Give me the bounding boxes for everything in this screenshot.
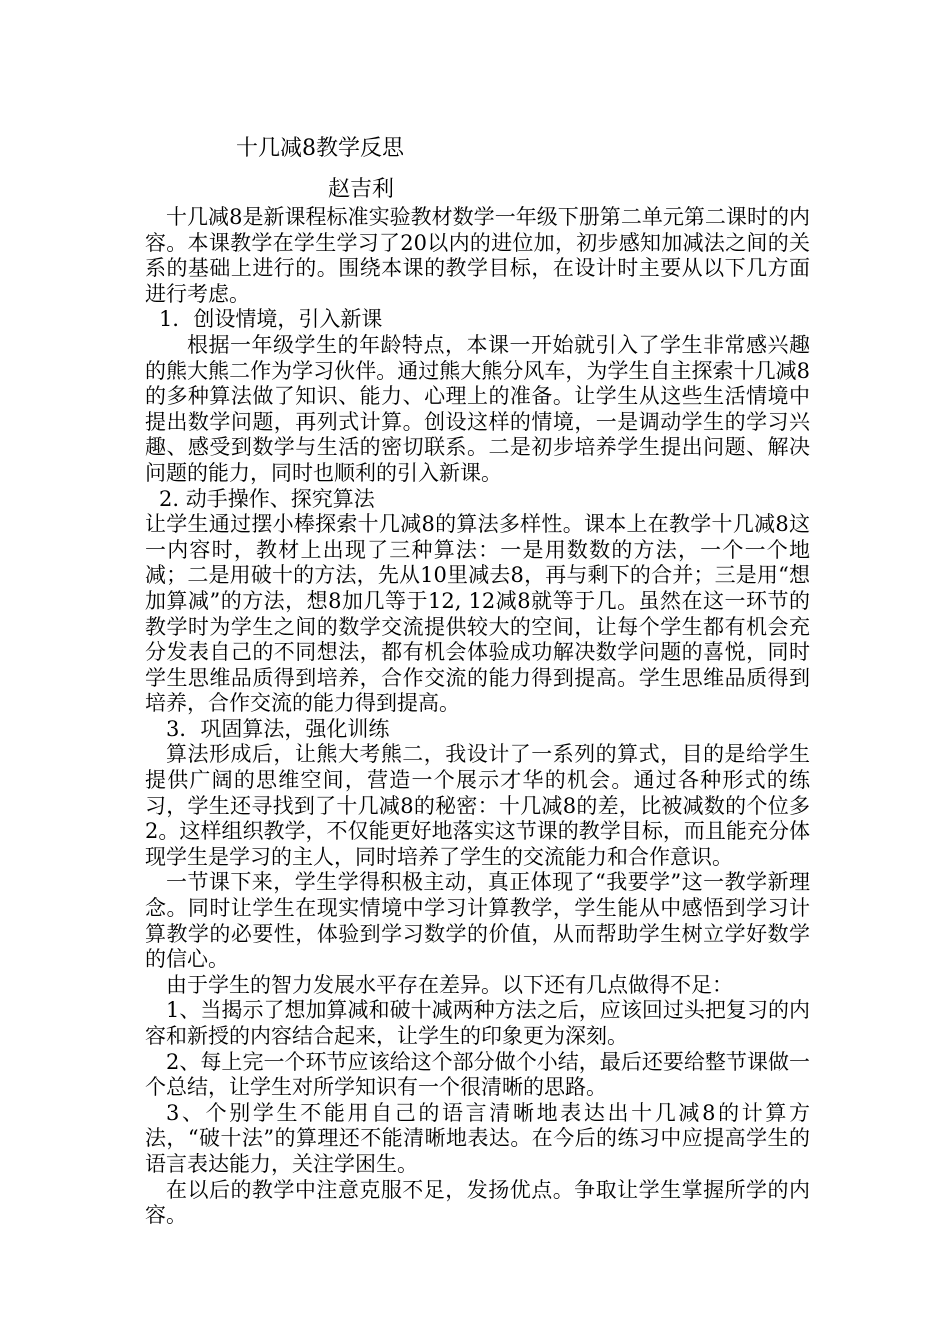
paragraph-section-1: 根据一年级学生的年龄特点，本课一开始就引入了学生非常感兴趣的熊大熊二作为学习伙伴。通过熊大熊分风车，为学生自主探索十几减8的多种算法做了知识、能力、心理上的准备。让学生从这些生活情境中提出数学问题，再列式计算。创设这样的情境，一是调动学生的学习兴趣、感受到数学与生活的密切联系。二是初步培养学生提出问题、解决问题的能力，同时也顺利的引入新课。 xyxy=(145,332,810,485)
paragraph-shortcoming-1: 1、当揭示了想加算减和破十减两种方法之后，应该回过头把复习的内容和新授的内容结合起来，让学生的印象更为深刻。 xyxy=(145,998,810,1048)
paragraph-section-3: 算法形成后，让熊大考熊二，我设计了一系列的算式，目的是给学生提供广阔的思维空间，营造一个展示才华的机会。通过各种形式的练习，学生还寻找到了十几减8的秘密：十几减8的差，比被减数的个位多2。这样组织教学，不仅能更好地落实这节课的教学目标，而且能充分体现学生是学习的主人，同时培养了学生的交流能力和合作意识。 xyxy=(145,742,810,869)
paragraph-shortcoming-3: 3、个别学生不能用自己的语言清晰地表达出十几减8的计算方法，“破十法”的算理还不能清晰地表达。在今后的练习中应提高学生的语言表达能力，关注学困生。 xyxy=(145,1100,810,1176)
paragraph-section-2: 让学生通过摆小棒探索十几减8的算法多样性。课本上在教学十几减8这一内容时，教材上出现了三种算法：一是用数数的方法，一个一个地减；二是用破十的方法，先从10里减去8，再与剩下的合并；三是用“想加算减”的方法，想8加几等于12, 12减8就等于几。虽然在这一环节的教学时为学生之间的数学交流提供较大的空间，让每个学生都有机会充分发表自己的不同想法，都有机会体验成功解决数学问题的喜悦，同时学生思维品质得到培养，合作交流的能力得到提高。学生思维品质得到培养，合作交流的能力得到提高。 xyxy=(145,512,810,716)
document-body xyxy=(145,205,810,1229)
paragraph-shortcoming-2: 2、每上完一个环节应该给这个部分做个小结，最后还要给整节课做一个总结，让学生对所学知识有一个很清晰的思路。 xyxy=(145,1049,810,1100)
section-heading-3: 3．巩固算法，强化训练 xyxy=(166,716,390,741)
section-heading-1: 1．创设情境，引入新课 xyxy=(159,307,383,332)
paragraph-shortcomings-intro: 由于学生的智力发展水平存在差异。以下还有几点做得不足： xyxy=(166,972,733,997)
document-author: 赵吉利 xyxy=(328,177,395,202)
section-heading-2: 2. 动手操作、探究算法 xyxy=(159,486,375,511)
document-title: 十几减8教学反思 xyxy=(236,136,404,161)
paragraph-summary: 一节课下来，学生学得积极主动，真正体现了“我要学”这一教学新理念。同时让学生在现实情境中学习计算教学，学生能从中感悟到学习计算教学的必要性，体验到学习数学的价值，从而帮助学生树立学好数学的信心。 xyxy=(145,870,810,972)
paragraph-intro: 十几减8是新课程标准实验教材数学一年级下册第二单元第二课时的内容。本课教学在学生学习了20以内的进位加，初步感知加减法之间的关系的基础上进行的。围绕本课的教学目标，在设计时主要从以下几方面进行考虑。 xyxy=(145,205,810,306)
paragraph-conclusion: 在以后的教学中注意克服不足，发扬优点。争取让学生掌握所学的内容。 xyxy=(145,1177,810,1228)
